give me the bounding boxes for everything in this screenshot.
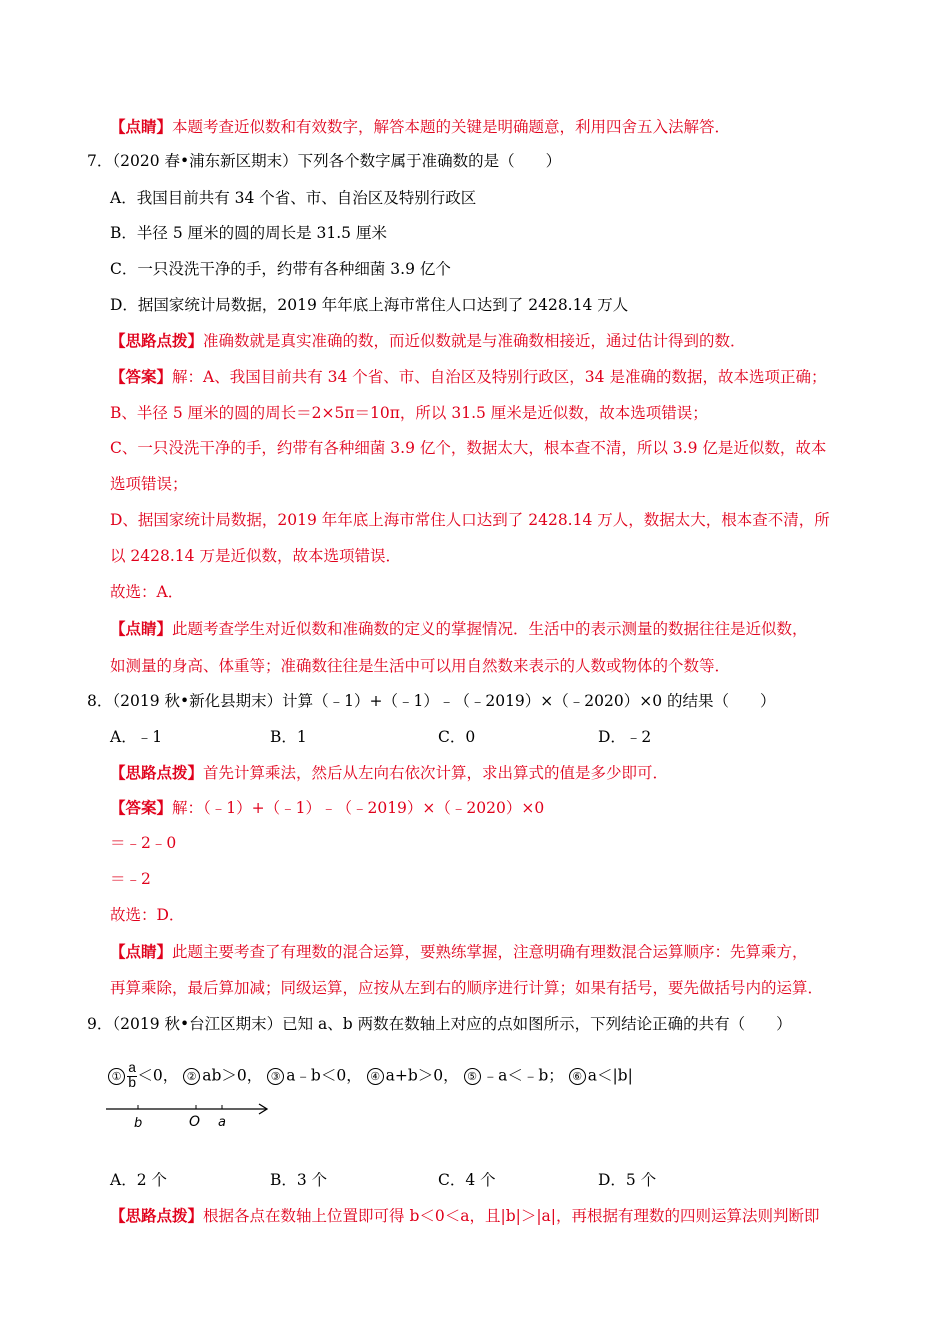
q7-option-c: C．一只没洗干净的手，约带有各种细菌 3.9 亿个 bbox=[110, 260, 451, 278]
q9-stem: 9．（2019 秋•台江区期末）已知 a、b 两数在数轴上对应的点如图所示，下列结论正确的共有（ ） bbox=[87, 1015, 792, 1033]
q7-option-b: B．半径 5 厘米的圆的周长是 31.5 厘米 bbox=[110, 224, 387, 242]
q7-stem: 7．（2020 春•浦东新区期末）下列各个数字属于准确数的是（ ） bbox=[87, 152, 562, 170]
q9-option-b: B．3 个 bbox=[270, 1171, 328, 1189]
note-text: 本题考查近似数和有效数字，解答本题的关键是明确题意，利用四舍五入法解答． bbox=[172, 118, 731, 136]
hint-tag: 【思路点拨】 bbox=[110, 763, 204, 782]
note-tag: 【点睛】 bbox=[110, 619, 173, 638]
hint-text: 准确数就是真实准确的数，而近似数就是与准确数相接近，通过估计得到的数． bbox=[203, 332, 746, 350]
fraction-numerator: a bbox=[128, 1061, 137, 1077]
hint-text: 根据各点在数轴上位置即可得 b＜0＜a，且|b|＞|a|，再根据有理数的四则运算法则判断即 bbox=[203, 1207, 820, 1225]
note-tag: 【点睛】 bbox=[110, 942, 173, 961]
cond-2-text: ab＞0， bbox=[202, 1066, 263, 1085]
q7-hint bbox=[110, 331, 746, 351]
answer-tag: 【答案】 bbox=[110, 367, 173, 386]
note-text: 此题主要考查了有理数的混合运算，要熟练掌握，注意明确有理数混合运算顺序：先算乘方， bbox=[172, 943, 808, 961]
hint-tag: 【思路点拨】 bbox=[110, 1206, 204, 1225]
hint-text: 首先计算乘法，然后从左向右依次计算，求出算式的值是多少即可． bbox=[203, 764, 669, 782]
q7-answer-line-7: 故选：A． bbox=[110, 583, 184, 601]
q7-note-line-1 bbox=[110, 619, 808, 639]
cond-4-text: a+b＞0， bbox=[385, 1066, 459, 1085]
label-b: b bbox=[134, 1116, 143, 1131]
q9-option-d: D．5 个 bbox=[598, 1171, 657, 1189]
fraction-a-over-b bbox=[127, 1062, 137, 1091]
q8-option-c: C．0 bbox=[438, 728, 476, 746]
q8-answer-line-2: ＝﹣2﹣0 bbox=[110, 834, 177, 852]
q7-option-d: D．据国家统计局数据，2019 年年底上海市常住人口达到了 2428.14 万人 bbox=[110, 296, 629, 314]
fraction-denominator: b bbox=[128, 1076, 137, 1092]
note-text: 此题考查学生对近似数和准确数的定义的掌握情况．生活中的表示测量的数据往往是近似数， bbox=[172, 620, 808, 638]
q8-answer-line-4: 故选：D． bbox=[110, 906, 185, 924]
label-a: a bbox=[218, 1115, 226, 1130]
cond-2-mark: ② bbox=[183, 1068, 200, 1085]
q7-note-line-2: 如测量的身高、体重等；准确数往往是生活中可以用自然数来表示的人数或物体的个数等． bbox=[110, 657, 731, 675]
top-note bbox=[110, 117, 730, 137]
q8-hint bbox=[110, 763, 668, 783]
cond-6-text: a＜|b| bbox=[587, 1066, 633, 1085]
q8-option-d: D．﹣2 bbox=[598, 728, 652, 746]
answer-text: 解：（﹣1）+（﹣1）﹣（﹣2019）×（﹣2020）×0 bbox=[172, 799, 545, 817]
cond-5-mark: ⑤ bbox=[464, 1068, 481, 1085]
hint-tag: 【思路点拨】 bbox=[110, 331, 204, 350]
cond-4-mark: ④ bbox=[367, 1068, 384, 1085]
q9-option-a: A．2 个 bbox=[110, 1171, 167, 1189]
q9-conditions bbox=[108, 1062, 633, 1091]
cond-1-mark: ① bbox=[108, 1068, 125, 1085]
q7-answer-line-2: B、半径 5 厘米的圆的周长＝2×5π＝10π，所以 31.5 厘米是近似数，故本选项错误； bbox=[110, 404, 708, 422]
q7-answer-line-1 bbox=[110, 367, 826, 387]
q8-note-line-1 bbox=[110, 942, 808, 962]
q7-answer-line-3: C、一只没洗干净的手，约带有各种细菌 3.9 亿个，数据太大，根本查不清，所以 3.9 亿是近似数，故本 bbox=[110, 439, 827, 457]
cond-3-text: a﹣b＜0， bbox=[286, 1066, 362, 1085]
answer-text: 解：A、我国目前共有 34 个省、市、自治区及特别行政区，34 是准确的数据，故本选项正确； bbox=[172, 368, 827, 386]
number-line-figure bbox=[100, 1098, 280, 1134]
cond-3-mark: ③ bbox=[267, 1068, 284, 1085]
q7-answer-line-6: 以 2428.14 万是近似数，故本选项错误． bbox=[110, 547, 401, 565]
q9-option-c: C．4 个 bbox=[438, 1171, 496, 1189]
q7-answer-line-4: 选项错误； bbox=[110, 475, 188, 493]
cond-5-text: ﹣a＜﹣b； bbox=[482, 1066, 564, 1085]
q8-answer-line-1 bbox=[110, 798, 544, 818]
q7-option-a: A．我国目前共有 34 个省、市、自治区及特别行政区 bbox=[110, 189, 477, 207]
cond-1-text: ＜0， bbox=[137, 1066, 179, 1085]
label-o: O bbox=[189, 1114, 201, 1130]
q8-stem: 8．（2019 秋•新化县期末）计算（﹣1）+（﹣1）﹣（﹣2019）×（﹣2020）×0 的结果（ ） bbox=[87, 692, 776, 710]
cond-6-mark: ⑥ bbox=[569, 1068, 586, 1085]
q8-option-a: A．﹣1 bbox=[110, 728, 163, 746]
answer-tag: 【答案】 bbox=[110, 798, 173, 817]
q9-hint bbox=[110, 1206, 820, 1226]
q8-answer-line-3: ＝﹣2 bbox=[110, 870, 151, 888]
q8-note-line-2: 再算乘除，最后算加减；同级运算，应按从左到右的顺序进行计算；如果有括号，要先做括号内的运算． bbox=[110, 979, 824, 997]
q8-option-b: B．1 bbox=[270, 728, 307, 746]
note-tag: 【点睛】 bbox=[110, 117, 173, 136]
q7-answer-line-5: D、据国家统计局数据，2019 年年底上海市常住人口达到了 2428.14 万人，数据太大，根本查不清，所 bbox=[110, 511, 830, 529]
